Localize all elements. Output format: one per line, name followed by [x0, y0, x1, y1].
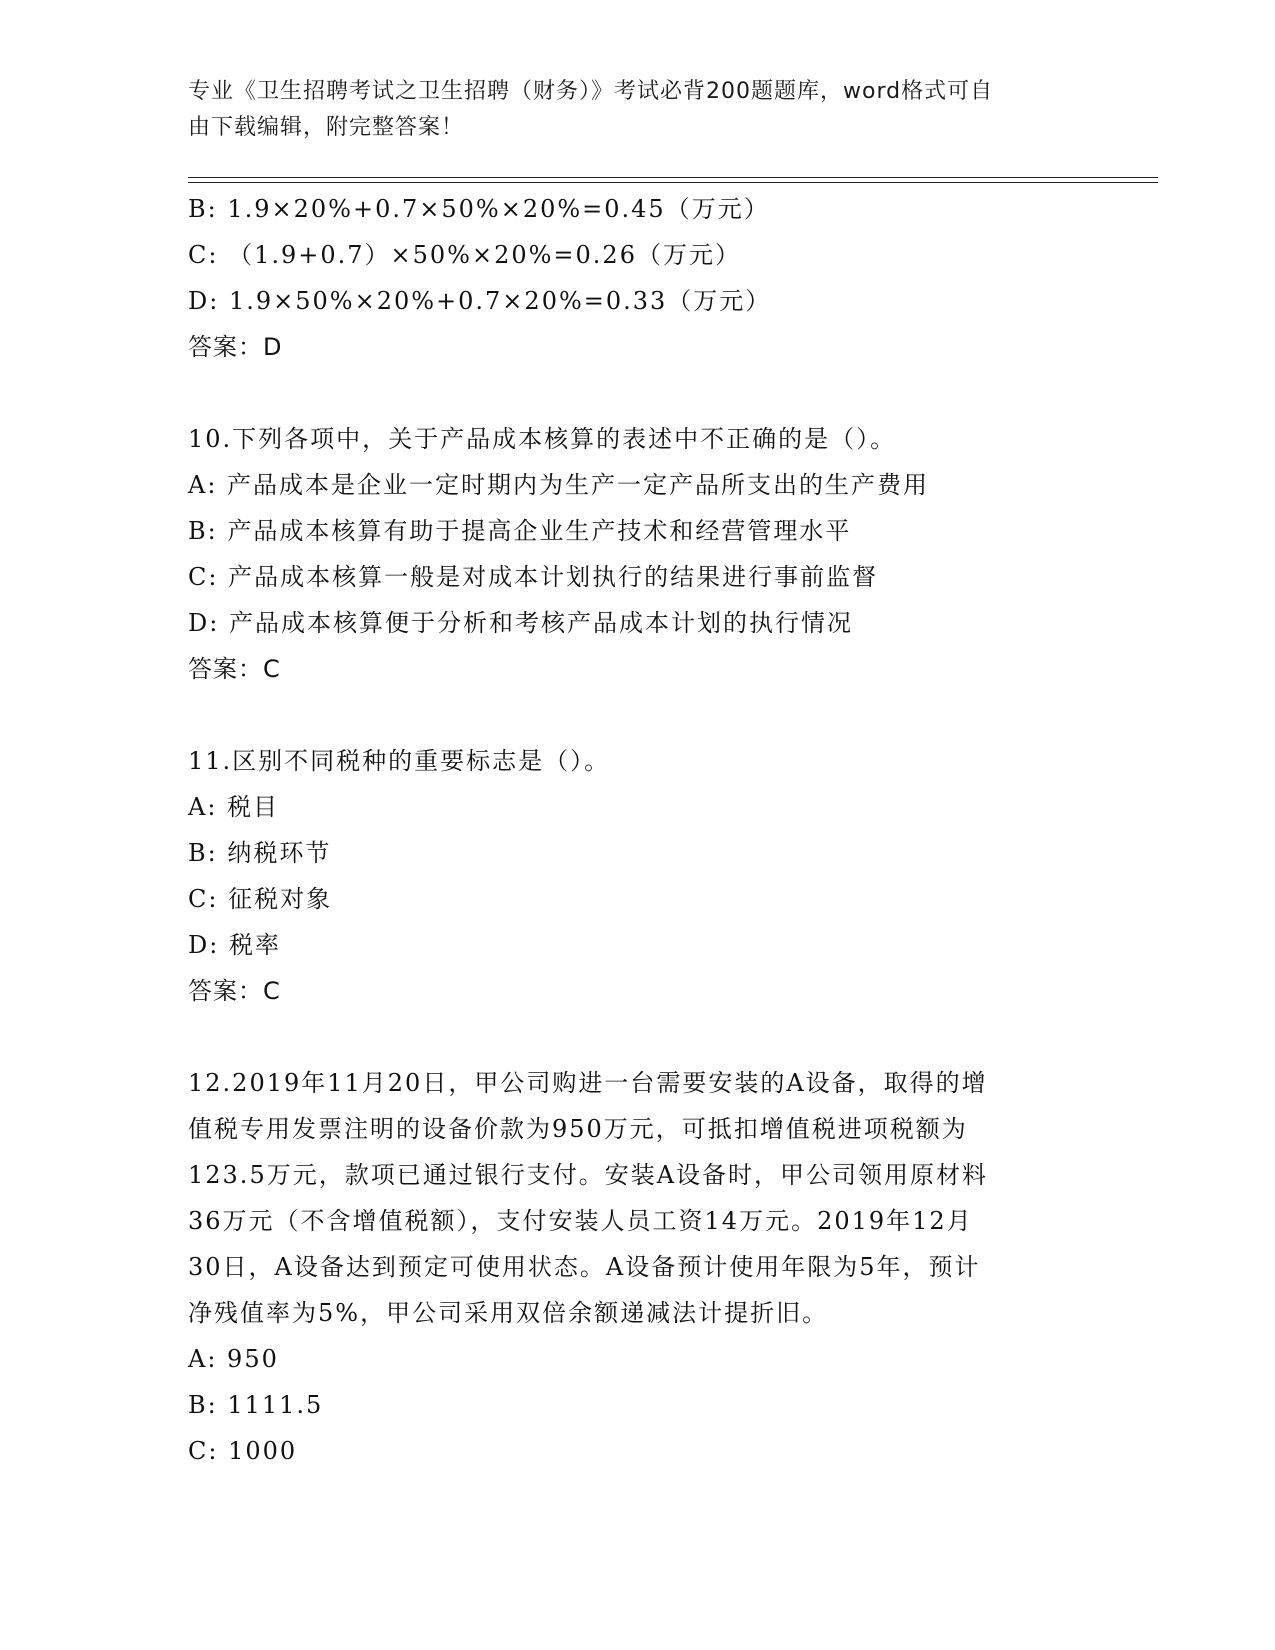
option-c: C: 产品成本核算一般是对成本计划执行的结果进行事前监督: [188, 563, 879, 591]
question-stem-line: 12.2019年11月20日，甲公司购进一台需要安装的A设备，取得的增: [188, 1069, 988, 1097]
option-d: D: 税率: [188, 931, 281, 959]
spacer: [188, 370, 1088, 416]
option-b: B: 纳税环节: [188, 839, 332, 867]
answer-label: 答案：C: [188, 977, 281, 1005]
option-c: C: 征税对象: [188, 885, 333, 913]
question-10: [188, 416, 1088, 692]
spacer: [188, 1014, 1088, 1060]
option-b: B: 1.9×20%+0.7×50%×20%=0.45（万元）: [188, 195, 770, 223]
question-stem: 10.下列各项中，关于产品成本核算的表述中不正确的是（）。: [188, 425, 897, 453]
option-c: C: 1000: [188, 1437, 298, 1465]
option-a: A: 产品成本是企业一定时期内为生产一定产品所支出的生产费用: [188, 471, 930, 499]
header-divider-bottom: [188, 182, 1158, 183]
header-line-1: 专业《卫生招聘考试之卫生招聘（财务）》考试必背200题题库，word格式可自: [188, 79, 994, 104]
option-d: D: 1.9×50%×20%+0.7×20%=0.33（万元）: [188, 287, 772, 315]
option-a: A: 税目: [188, 793, 280, 821]
header-divider-top: [188, 177, 1158, 178]
question-9-tail: [188, 186, 1088, 370]
header-line-2: 由下载编辑，附完整答案！: [188, 115, 465, 140]
document-body: [188, 186, 1088, 1474]
option-b: B: 产品成本核算有助于提高企业生产技术和经营管理水平: [188, 517, 852, 545]
option-b: B: 1111.5: [188, 1391, 324, 1419]
option-d: D: 产品成本核算便于分析和考核产品成本计划的执行情况: [188, 609, 853, 637]
spacer: [188, 692, 1088, 738]
question-stem-line: 123.5万元，款项已通过银行支付。安装A设备时，甲公司领用原材料: [188, 1161, 989, 1189]
answer-label: 答案：C: [188, 655, 281, 683]
question-stem-line: 值税专用发票注明的设备价款为950万元，可抵扣增值税进项税额为: [188, 1115, 968, 1143]
question-stem-line: 30日，A设备达到预定可使用状态。A设备预计使用年限为5年，预计: [188, 1253, 981, 1281]
page-header: [188, 74, 1088, 146]
question-11: [188, 738, 1088, 1014]
question-stem: 11.区别不同税种的重要标志是（）。: [188, 747, 611, 775]
question-stem-line: 36万元（不含增值税额），支付安装人员工资14万元。2019年12月: [188, 1207, 973, 1235]
question-12: [188, 1060, 1088, 1474]
question-stem-line: 净残值率为5%，甲公司采用双倍余额递减法计提折旧。: [188, 1299, 829, 1327]
answer-label: 答案：D: [188, 333, 283, 361]
option-a: A: 950: [188, 1345, 279, 1373]
option-c: C: （1.9+0.7）×50%×20%=0.26（万元）: [188, 241, 741, 269]
